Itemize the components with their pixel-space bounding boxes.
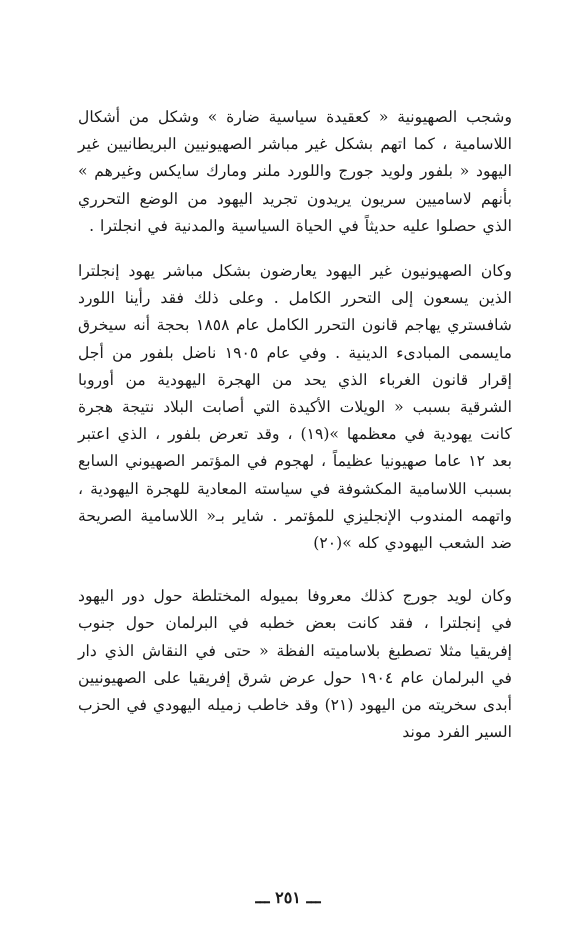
paragraph-3: وكان لويد جورج كذلك معروفا بميوله المختلطة حول دور اليهود في إنجلترا ، فقد كانت بعض خطبه في البرلمان حول جنوب إفريقيا مثلا تصطبغ بلاساميته الفظة « حتى في النقاش الذي دار في البرلمان عام ١٩٠٤ حول عرض شرق إفريقيا على الصهيونيين أبدى سخريته من اليهود (٢١) وقد خاطب زميله اليهودي في الحزب السير الفرد موند (78, 587, 512, 742)
page-number: ـــ ٢٥١ ـــ (255, 888, 321, 907)
paragraph-1: وشجب الصهيونية « كعقيدة سياسية ضارة » وشكل من أشكال اللاسامية ، كما اتهم بشكل غير مباشر الصهيونيين البريطانيين غير اليهود « بلفور ولويد جورج واللورد ملنر ومارك سايكس وغيرهم » بأنهم لاساميين سريون يريدون تجريد اليهود من الوضع التحرري الذي حصلوا عليه حديثاً في الحياة السياسية والمدنية في انجلترا . (78, 108, 512, 235)
paragraph-2: وكان الصهيونيون غير اليهود يعارضون بشكل مباشر يهود إنجلترا الذين يسعون إلى التحرر الكامل . وعلى ذلك فقد رأينا اللورد شافستري يهاجم قانون التحرر الكامل عام ١٨٥٨ بحجة أنه سيخرق مايسمى المبادىء الدينية . وفي عام ١٩٠٥ ناضل بلفور من أجل إقرار قانون الغرباء الذي يحد من الهجرة اليهودية من أوروبا الشرقية بسبب « الويلات الأكيدة التي أصابت البلاد نتيجة هجرة كانت يهودية في معظمها »(١٩) ، وقد تعرض بلفور ، الذي اعتبر بعد ١٢ عاما صهيونيا عظيماً ، لهجوم في المؤتمر الصهيوني السابع بسبب اللاسامية المكشوفة في سياسته المعادية للهجرة اليهودية ، واتهمه المندوب الإنجليزي للمؤتمر . شاير بـ« اللاسامية الصريحة ضد الشعب اليهودي كله »(٢٠) (78, 262, 513, 553)
page-body (78, 104, 512, 746)
